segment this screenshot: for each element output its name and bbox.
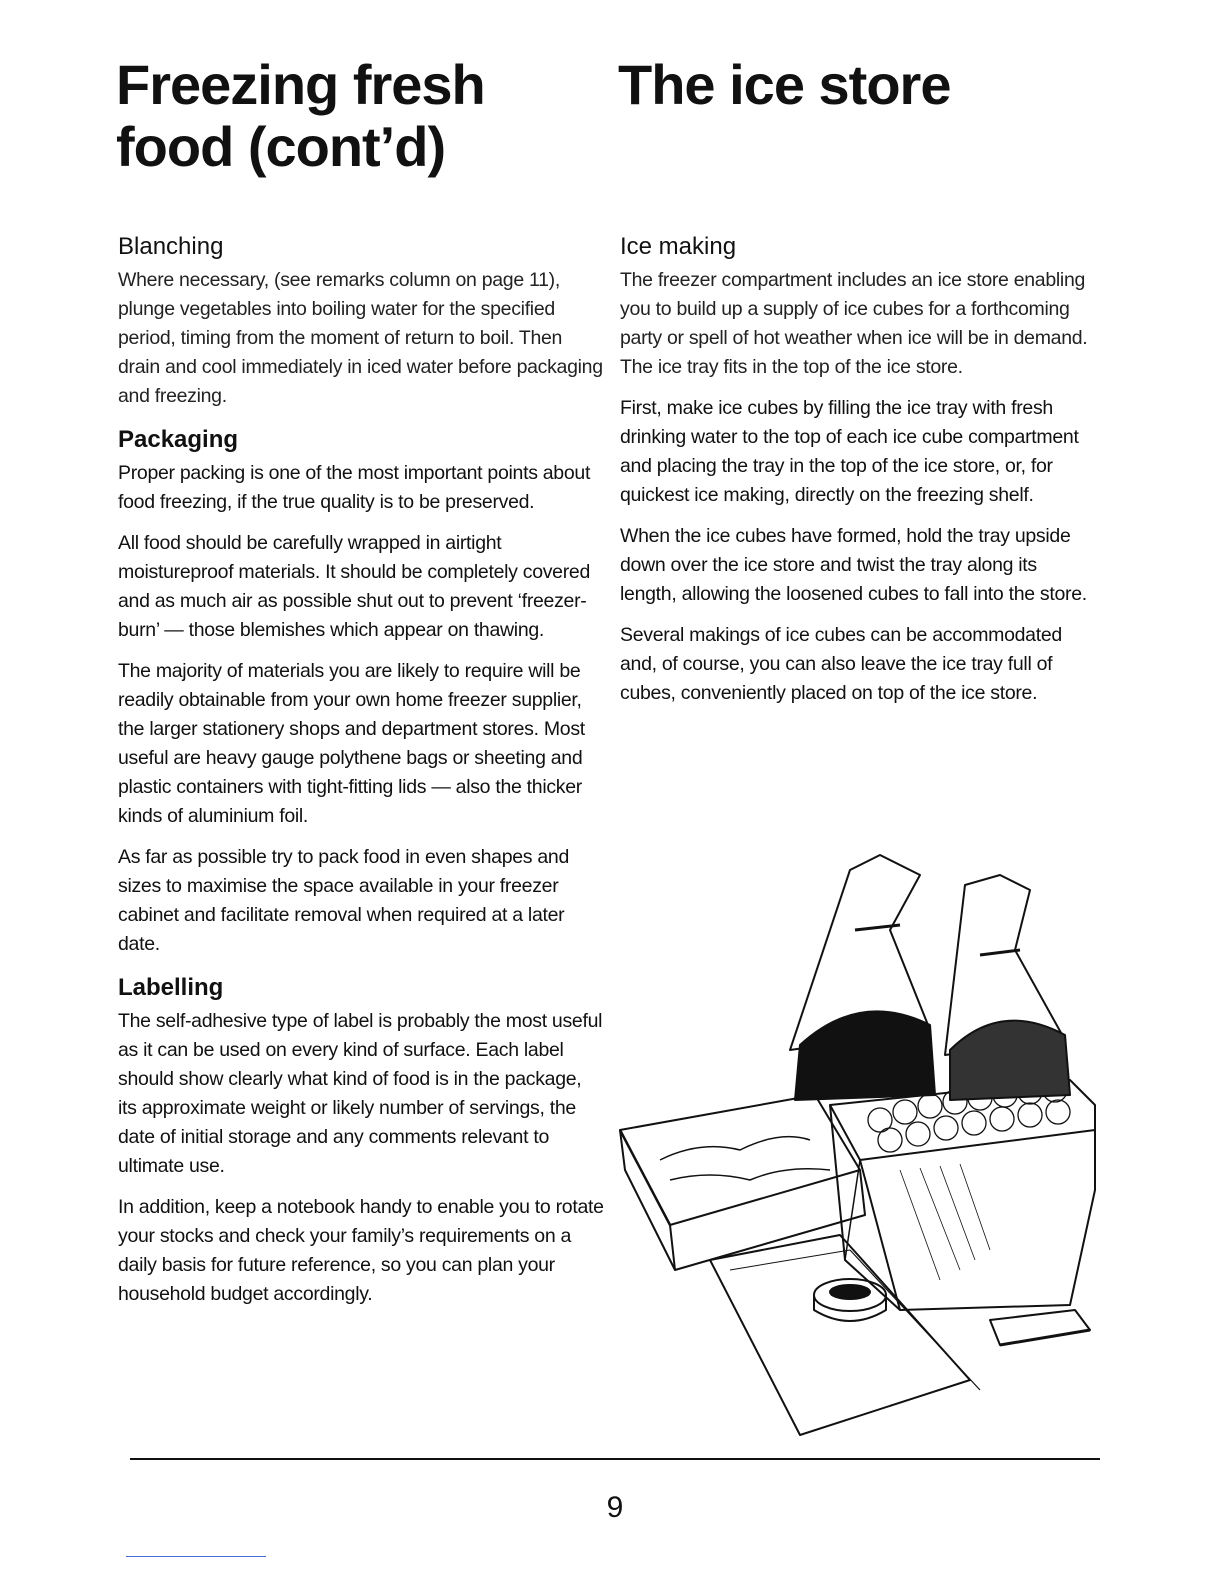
labelling-paragraph: The self-adhesive type of label is probably the most useful as it can be used on every kind of surface. Each label should show clearly what kind of food is in the package, its approximate weight or likely number of servings, the date of initial storage and any comments relevant to ultimate use. [118, 1010, 603, 1177]
blanching-paragraph: Where necessary, (see remarks column on page 11), plunge vegetables into boiling water for the specified period, timing from the moment of return to boil. Then drain and cool immediately in iced water before packaging and freezing. [118, 269, 603, 407]
packaging-heading: Packaging [118, 426, 239, 453]
labelling-section [118, 971, 604, 1309]
ice-making-paragraph: Several makings of ice cubes can be accommodated and, of course, you can also leave the ice tray full of cubes, conveniently placed on top of the ice store. [620, 624, 1062, 704]
foil-sheet [710, 1235, 970, 1435]
blanching-section [118, 230, 604, 411]
ice-making-paragraph: The freezer compartment includes an ice store enabling you to build up a supply of ice cubes for a forthcoming party or spell of hot weather when ice will be in demand. The ice tray fits in the top of the ice store. [620, 269, 1088, 378]
page-title-left: Freezing fresh food (cont’d) [116, 53, 485, 178]
corner-underline [126, 1556, 266, 1557]
packaging-paragraph: Proper packing is one of the most important points about food freezing, if the true quality is to be preserved. [118, 462, 591, 513]
food-tray [620, 1095, 860, 1225]
frozen-food-packages-illustration [600, 840, 1110, 1450]
packaging-paragraph: The majority of materials you are likely to require will be readily obtainable from your own home freezer supplier, the larger stationery shops and department stores. Most useful are heavy gauge polythene bags or sheeting and plastic containers with tight-fitting lids — also the thicker kinds of aluminium foil. [118, 660, 585, 827]
labelling-heading: Labelling [118, 974, 224, 1001]
ice-making-heading: Ice making [620, 233, 737, 260]
page-number: 9 [606, 1491, 624, 1524]
packaging-paragraph: All food should be carefully wrapped in airtight moistureproof materials. It should be completely covered and as much air as possible shut out to prevent ‘freezer-burn’ — those blemishes which appear on thawing. [118, 532, 591, 641]
packaging-section [118, 423, 604, 959]
left-column [118, 230, 604, 1321]
bottom-divider [130, 1458, 1100, 1460]
page-title-right: The ice store [618, 53, 951, 116]
packaging-paragraph: As far as possible try to pack food in even shapes and sizes to maximise the space available in your freezer cabinet and facilitate removal when required at a later date. [118, 846, 569, 955]
ice-making-paragraph: First, make ice cubes by filling the ice tray with fresh drinking water to the top of each ice cube compartment and placing the tray in the top of the ice store, or, for quickest ice making, directly on the freezing shelf. [620, 397, 1079, 506]
ice-making-section [620, 230, 1090, 708]
labelling-paragraph: In addition, keep a notebook handy to enable you to rotate your stocks and check your family’s requirements on a daily basis for future reference, so you can plan your household budget accordingly. [118, 1196, 604, 1305]
right-column [620, 230, 1090, 720]
blanching-heading: Blanching [118, 233, 224, 260]
ice-making-paragraph: When the ice cubes have formed, hold the tray upside down over the ice store and twist the tray along its length, allowing the loosened cubes to fall into the store. [620, 525, 1087, 605]
